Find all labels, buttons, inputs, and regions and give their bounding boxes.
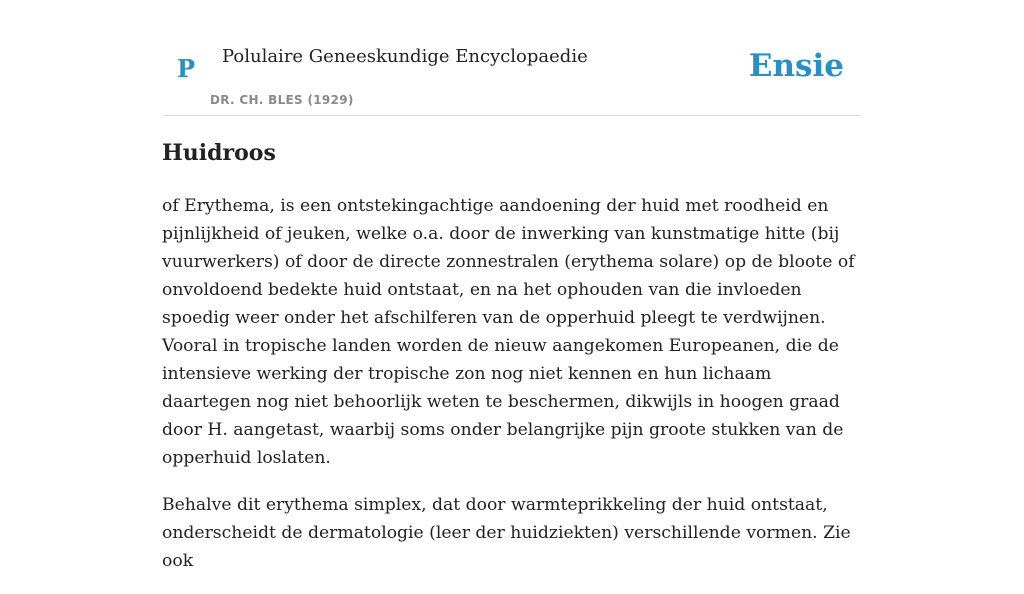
header	[162, 0, 862, 116]
publication-logo[interactable]: P	[177, 54, 196, 83]
article-paragraph: of Erythema, is een ontstekingachtige aandoening der huid met roodheid en pijnlijkheid of jeuken, welke o.a. door de inwerking van kunstmatige hitte (bij vuurwerkers) of door de directe zonnestralen (erythema solare) op de bloote of onvoldoend bedekte huid ontstaat, en na het ophouden van die invloeden spoedig weer onder het afschilferen van de opperhuid pleegt te verdwijnen. Vooral in tropische landen worden de nieuw aangekomen Europeanen, die de intensieve werking der tropische zon nog niet kennen en hun lichaam daartegen nog niet behoorlijk weten te beschermen, dikwijls in hoogen graad door H. aangetast, waarbij soms onder belangrijke pijn groote stukken van de opperhuid loslaten.	[162, 196, 855, 468]
article-title: Huidroos	[162, 140, 276, 166]
article-paragraph: Behalve dit erythema simplex, dat door warmteprikkeling der huid ontstaat, onderscheidt de dermatologie (leer der huidziekten) verschillende vormen. Zie ook	[162, 495, 851, 571]
article-body	[162, 192, 862, 594]
publication-title[interactable]: Polulaire Geneeskundige Encyclopaedie	[222, 46, 588, 67]
brand-logo[interactable]: Ensie	[748, 48, 844, 84]
publication-author: DR. CH. BLES (1929)	[210, 93, 354, 107]
page	[162, 0, 862, 571]
